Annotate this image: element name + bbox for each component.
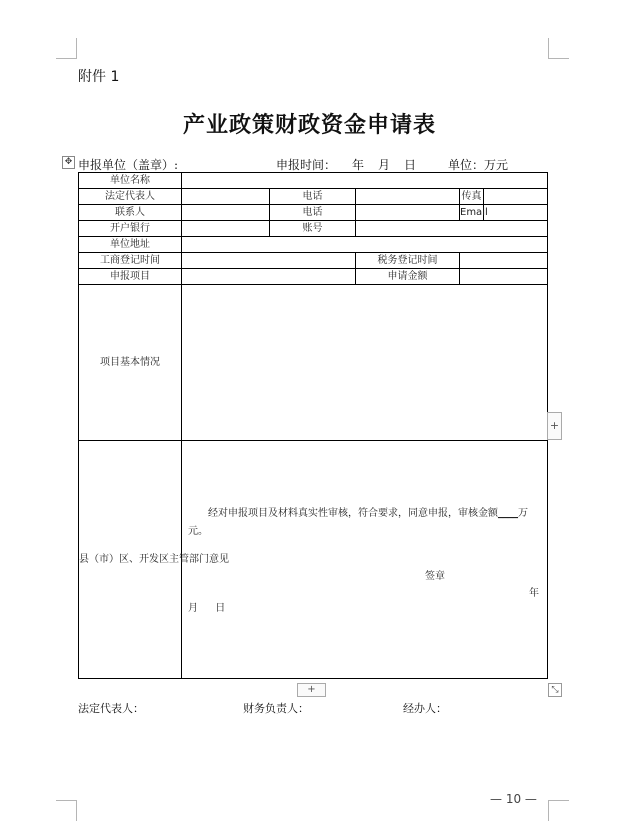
add-row-button[interactable]: + <box>297 683 326 697</box>
opinion-year-label: 年 <box>529 588 540 599</box>
handler-signature-label: 经办人： <box>403 702 447 715</box>
crop-mark-top-left <box>56 38 77 59</box>
opinion-amount-blank: ____ <box>498 508 518 519</box>
application-form-table <box>78 172 548 679</box>
table-move-handle-icon[interactable]: ✥ <box>62 156 75 169</box>
account-field[interactable] <box>356 221 548 237</box>
legal-rep-field[interactable] <box>182 189 270 205</box>
month-label: 月 <box>378 158 391 172</box>
tax-reg-time-field[interactable] <box>460 253 548 269</box>
phone-field[interactable] <box>356 189 460 205</box>
project-label: 申报项目 <box>79 269 182 285</box>
fax-label: 传真 <box>460 189 484 205</box>
opinion-month-label: 月 <box>188 603 198 614</box>
unit-name-field[interactable] <box>182 173 548 189</box>
contact-label: 联系人 <box>79 205 182 221</box>
bank-field[interactable] <box>182 221 270 237</box>
amount-label: 申请金额 <box>356 269 460 285</box>
unit-name-label: 单位名称 <box>79 173 182 189</box>
project-field[interactable] <box>182 269 356 285</box>
unit-label: 单位：万元 <box>448 158 509 172</box>
opinion-date <box>188 601 225 616</box>
table-row <box>79 205 548 221</box>
crop-mark-bottom-left <box>56 800 77 821</box>
table-row <box>79 237 548 253</box>
amount-field[interactable] <box>460 269 548 285</box>
contact-field[interactable] <box>182 205 270 221</box>
opinion-text-main: 经对申报项目及材料真实性审核，符合要求，同意申报，审核金额 <box>208 508 498 519</box>
table-row <box>79 285 548 441</box>
legal-rep-label: 法定代表人 <box>79 189 182 205</box>
applicant-label: 申报单位（盖章）: <box>78 158 179 172</box>
bank-label: 开户银行 <box>79 221 182 237</box>
contact-phone-field[interactable] <box>356 205 460 221</box>
table-row <box>79 253 548 269</box>
year-label: 年 <box>352 158 365 172</box>
finance-signature-label: 财务负责人： <box>243 702 309 715</box>
email-field[interactable] <box>484 205 548 221</box>
application-time-label: 申报时间： <box>276 158 337 172</box>
project-info-field[interactable] <box>182 285 548 441</box>
phone-label: 电话 <box>270 189 356 205</box>
table-row <box>79 269 548 285</box>
seal-label: 签章 <box>425 571 445 582</box>
legal-rep-signature-label: 法定代表人： <box>78 702 144 715</box>
dept-opinion-field[interactable] <box>182 441 548 679</box>
table-row <box>79 173 548 189</box>
day-label: 日 <box>404 158 417 172</box>
tax-reg-time-label: 税务登记时间 <box>356 253 460 269</box>
page-number: — 10 — <box>490 792 537 806</box>
table-row <box>79 189 548 205</box>
opinion-text-unit: 万元。 <box>188 508 528 537</box>
add-column-button[interactable]: + <box>547 412 562 440</box>
fax-field[interactable] <box>484 189 548 205</box>
contact-phone-label: 电话 <box>270 205 356 221</box>
account-label: 账号 <box>270 221 356 237</box>
biz-reg-time-field[interactable] <box>182 253 356 269</box>
biz-reg-time-label: 工商登记时间 <box>79 253 182 269</box>
page-title: 产业政策财政资金申请表 <box>182 112 436 138</box>
table-row <box>79 441 548 679</box>
crop-mark-top-right <box>548 38 569 59</box>
table-row <box>79 221 548 237</box>
opinion-day-label: 日 <box>215 603 226 614</box>
address-label: 单位地址 <box>79 237 182 253</box>
crop-mark-bottom-right <box>548 800 569 821</box>
address-field[interactable] <box>182 237 548 253</box>
email-label: Email <box>460 205 484 221</box>
table-resize-icon[interactable]: ⤡ <box>548 683 562 697</box>
project-info-label: 项目基本情况 <box>79 285 182 441</box>
dept-opinion-label: 县（市）区、开发区主管部门意见 <box>79 441 182 679</box>
attachment-label: 附件 1 <box>78 69 120 85</box>
opinion-text <box>188 505 543 541</box>
